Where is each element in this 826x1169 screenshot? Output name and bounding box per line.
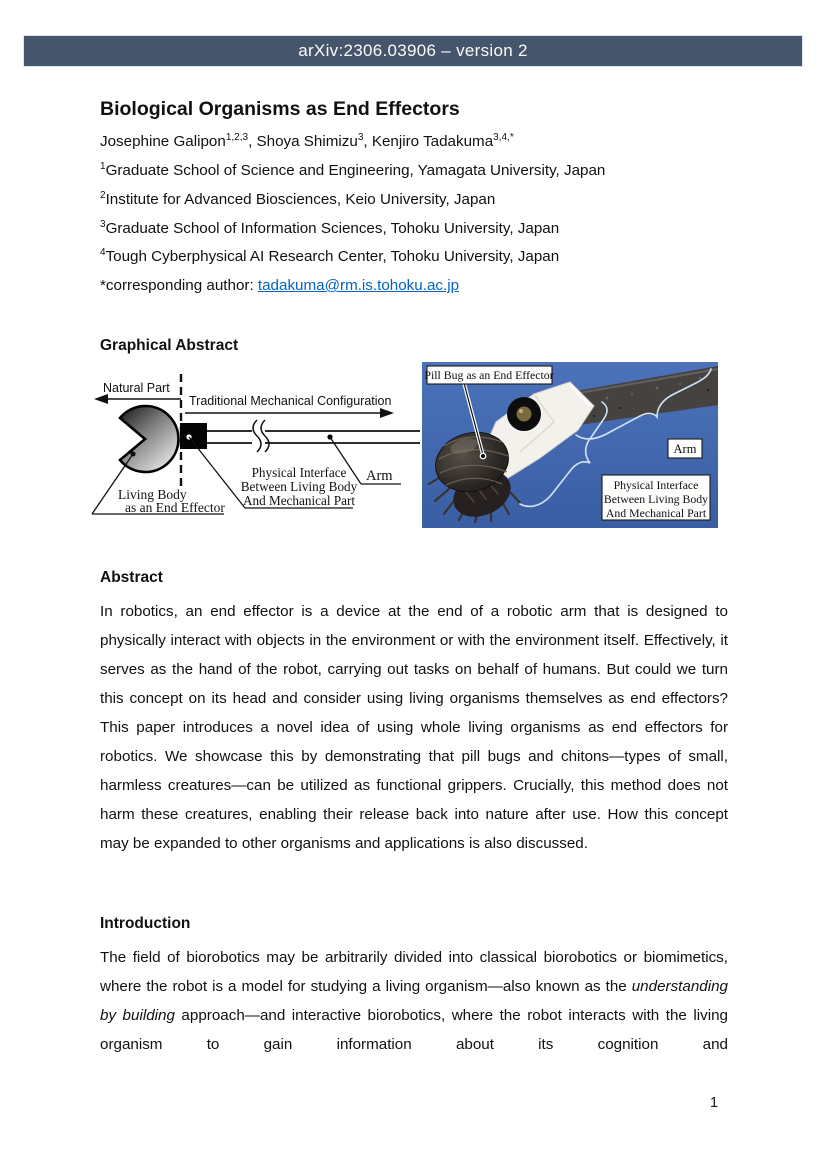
pill-bug-leader-dot bbox=[481, 454, 485, 458]
arm-label: Arm bbox=[366, 468, 393, 484]
affiliation-mark: 4 bbox=[100, 246, 106, 258]
traditional-config-label: Traditional Mechanical Configuration bbox=[189, 394, 392, 408]
paper-title: Biological Organisms as End Effectors bbox=[100, 98, 460, 120]
corresponding-label: *corresponding author: bbox=[100, 277, 258, 294]
author-separator: , bbox=[248, 133, 257, 150]
interface-block bbox=[180, 423, 207, 449]
living-body-shape bbox=[120, 406, 178, 472]
holder-screw-glint bbox=[519, 409, 523, 413]
interface-label-line2: Between Living Body bbox=[240, 479, 358, 494]
author-affil-marks: 3,4,* bbox=[493, 131, 514, 143]
author-line bbox=[100, 133, 740, 150]
affiliation-3 bbox=[100, 220, 740, 237]
photo-arm-label: Arm bbox=[673, 442, 697, 456]
affiliation-4 bbox=[100, 248, 740, 265]
graphical-abstract-figure bbox=[85, 362, 718, 528]
author-separator: , bbox=[363, 133, 372, 150]
natural-part-arrowhead bbox=[94, 394, 108, 404]
photo-interface-line1: Physical Interface bbox=[613, 478, 699, 492]
abstract-heading: Abstract bbox=[100, 569, 163, 586]
traditional-config-arrowhead bbox=[380, 408, 394, 418]
author-name: Josephine Galipon bbox=[100, 133, 226, 150]
pill-bug-label: Pill Bug as an End Effector bbox=[424, 368, 554, 382]
interface-label-line1: Physical Interface bbox=[251, 465, 347, 480]
affiliation-2 bbox=[100, 191, 740, 208]
holder-screw-socket bbox=[517, 407, 532, 422]
author-name: Shoya Shimizu bbox=[256, 133, 358, 150]
affiliation-text: Graduate School of Information Sciences, Tohoku University, Japan bbox=[105, 220, 560, 237]
corresponding-author-line bbox=[100, 277, 740, 294]
introduction-heading: Introduction bbox=[100, 915, 191, 932]
interface-leader bbox=[189, 437, 245, 508]
introduction-text-after: approach—and interactive biorobotics, where the robot interacts with the living organism to gain information about its cognition and bbox=[100, 1007, 728, 1053]
introduction-text-before: The field of biorobotics may be arbitrarily divided into classical biorobotics or biomimetics, where the robot is a model for studying a living organism—also known as the bbox=[100, 949, 728, 995]
photo-interface-line2: Between Living Body bbox=[603, 492, 709, 506]
affiliation-mark: 2 bbox=[100, 189, 106, 201]
affiliation-1 bbox=[100, 162, 740, 179]
affiliation-mark: 3 bbox=[100, 218, 106, 230]
pill-bug-photo bbox=[422, 362, 718, 528]
affiliation-text: Tough Cyberphysical AI Research Center, Tohoku University, Japan bbox=[105, 248, 560, 265]
introduction-paragraph bbox=[100, 943, 728, 1059]
graphical-abstract-heading: Graphical Abstract bbox=[100, 337, 239, 354]
author-affil-marks: 3 bbox=[357, 131, 364, 143]
interface-label-line3: And Mechanical Part bbox=[242, 493, 356, 508]
arxiv-banner-text: arXiv:2306.03906 – version 2 bbox=[298, 41, 528, 60]
affiliation-text: Institute for Advanced Biosciences, Keio University, Japan bbox=[105, 191, 496, 208]
abstract-paragraph: In robotics, an end effector is a device at the end of a robotic arm that is designed to physically interact with objects in the environment or with the environment itself. Effectively, it serves as the hand of the robot, carrying out tasks on behalf of humans. But could we turn this concept on its head and consider using living organisms themselves as end effectors? This paper introduces a novel idea of using whole living organisms as end effectors for robotics. We showcase this by demonstrating that pill bugs and chitons—types of small, harmless creatures—can be utilized as functional grippers. Crucially, this method does not harm these creatures, enabling their release back into nature after use. How this concept may be expanded to other organisms and applications is also discussed. bbox=[100, 603, 728, 852]
author-affil-marks: 1,2,3 bbox=[225, 131, 249, 143]
page-number: 1 bbox=[710, 1095, 719, 1111]
arxiv-banner bbox=[24, 36, 802, 66]
natural-part-label: Natural Part bbox=[103, 381, 170, 395]
schematic-diagram bbox=[85, 362, 422, 528]
corresponding-email-link[interactable]: tadakuma@rm.is.tohoku.ac.jp bbox=[257, 277, 460, 294]
affiliation-text: Graduate School of Science and Engineering, Yamagata University, Japan bbox=[105, 162, 606, 179]
introduction-italic-phrase: understanding by building bbox=[100, 978, 728, 1024]
living-body-label-line2: as an End Effector bbox=[125, 500, 225, 515]
photo-interface-line3: And Mechanical Part bbox=[605, 506, 707, 520]
living-body-label-line1: Living Body bbox=[118, 487, 187, 502]
affiliation-mark: 1 bbox=[100, 160, 106, 172]
author-name: Kenjiro Tadakuma bbox=[371, 133, 494, 150]
